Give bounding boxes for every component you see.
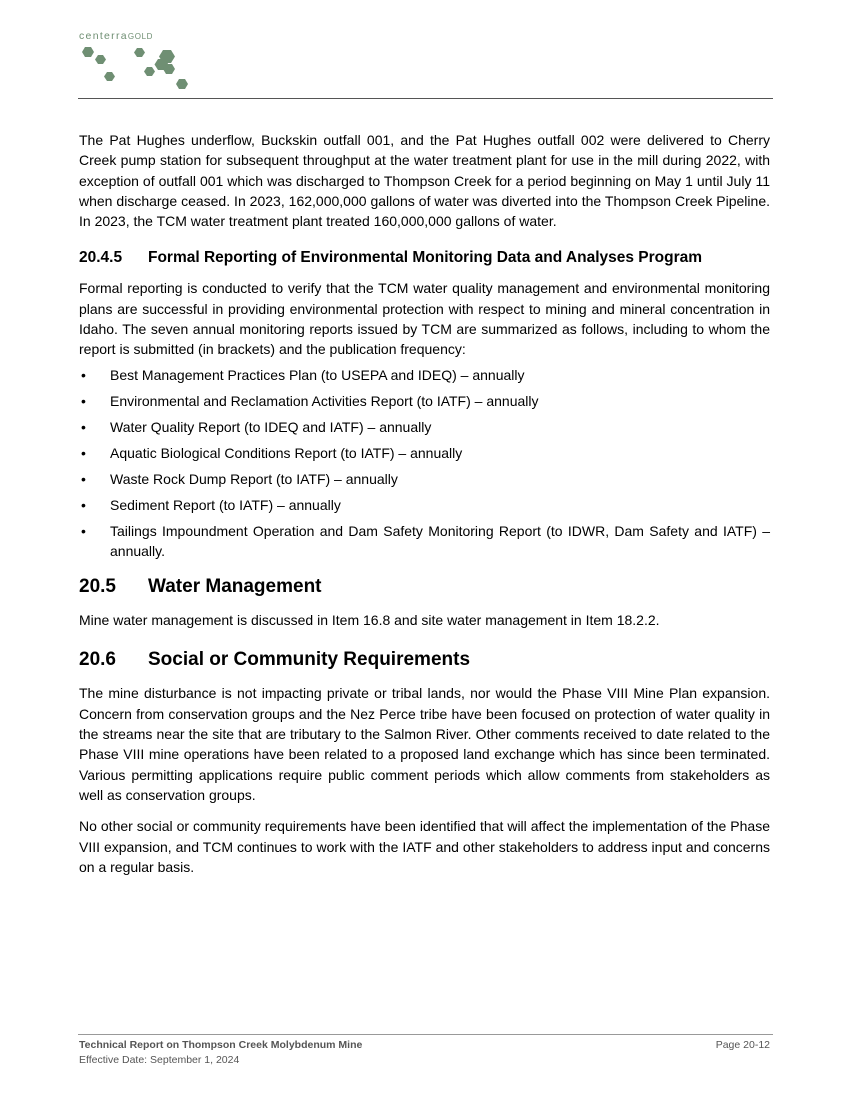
company-logo xyxy=(79,30,209,94)
logo-hexagons-icon xyxy=(79,44,199,94)
header-divider xyxy=(78,98,773,99)
section-heading-20-6 xyxy=(79,648,770,672)
section-number: 20.5 xyxy=(79,576,116,598)
section-number: 20.4.5 xyxy=(79,249,123,267)
list-item: • Water Quality Report (to IDEQ and IATF) – annually xyxy=(79,417,770,437)
list-item: • Best Management Practices Plan (to USEPA and IDEQ) – annually xyxy=(79,365,770,385)
monitoring-reports-list xyxy=(79,365,770,562)
list-item: • Aquatic Biological Conditions Report (to IATF) – annually xyxy=(79,443,770,463)
intro-paragraph: The Pat Hughes underflow, Buckskin outfall 001, and the Pat Hughes outfall 002 were delivered to Cherry Creek pump station for subsequent throughput at the water treatment plant for use in the mill during 2022, with exception of outfall 001 which was discharged to Thompson Creek for a period beginning on May 1 until July 11 when discharge ceased. In 2023, 162,000,000 gallons of water was diverted into the Thompson Creek Pipeline. In 2023, the TCM water treatment plant treated 160,000,000 gallons of water. xyxy=(79,132,770,230)
footer-report-title: Technical Report on Thompson Creek Molybdenum Mine xyxy=(79,1039,363,1051)
section-paragraph-20-6-b: No other social or community requirements have been identified that will affect the implementation of the Phase VIII expansion, and TCM continues to work with the IATF and other stakeholders to address input and concerns on a regular basis. xyxy=(79,818,770,875)
section-paragraph-20-6-a: The mine disturbance is not impacting private or tribal lands, nor would the Phase VIII Mine Plan expansion. Concern from conservation groups and the Nez Perce tribe have been focused on protection of water quality in the streams near the site that are tributary to the Salmon River. Other comments received to date related to the Phase VIII mine operations have been related to a proposed land exchange which has since been terminated. Various permitting applications require public comment periods which allow comments from stakeholders as well as conservation groups. xyxy=(79,685,770,803)
bullet-icon: • xyxy=(81,470,86,487)
footer-effective-date: Effective Date: September 1, 2024 xyxy=(79,1054,240,1066)
footer-page-number: Page 20-12 xyxy=(715,1039,770,1051)
list-item: • Sediment Report (to IATF) – annually xyxy=(79,495,770,515)
logo-suffix-text: GOLD xyxy=(127,32,153,41)
bullet-icon: • xyxy=(81,444,86,461)
section-title: Social or Community Requirements xyxy=(148,649,471,671)
bullet-icon: • xyxy=(81,522,86,539)
bullet-icon: • xyxy=(81,496,86,513)
list-item: • Environmental and Reclamation Activities Report (to IATF) – annually xyxy=(79,391,770,411)
section-title: Formal Reporting of Environmental Monitoring Data and Analyses Program xyxy=(148,249,703,267)
list-item: • Tailings Impoundment Operation and Dam Safety Monitoring Report (to IDWR, Dam Safety and IATF) – annually. xyxy=(81,522,770,559)
footer-divider xyxy=(78,1034,773,1035)
section-heading-20-4-5 xyxy=(79,248,770,268)
bullet-icon: • xyxy=(81,366,86,383)
logo-brand-text: centerra xyxy=(79,30,128,42)
logo-wordmark xyxy=(79,30,209,43)
section-paragraph-20-5: Mine water management is discussed in Item 16.8 and site water management in Item 18.2.2. xyxy=(79,612,660,629)
list-item: • Waste Rock Dump Report (to IATF) – annually xyxy=(79,469,770,489)
section-title: Water Management xyxy=(148,576,322,598)
bullet-icon: • xyxy=(81,418,86,435)
bullet-icon: • xyxy=(81,392,86,409)
section-heading-20-5 xyxy=(79,575,770,599)
section-paragraph-20-4-5: Formal reporting is conducted to verify that the TCM water quality management and environmental monitoring plans are successful in providing environmental protection with respect to mining and mineral concentration in Idaho. The seven annual monitoring reports issued by TCM are summarized as follows, including to whom the report is submitted (in brackets) and the publication frequency: xyxy=(79,280,770,358)
section-number: 20.6 xyxy=(79,649,116,671)
document-body xyxy=(79,130,770,877)
